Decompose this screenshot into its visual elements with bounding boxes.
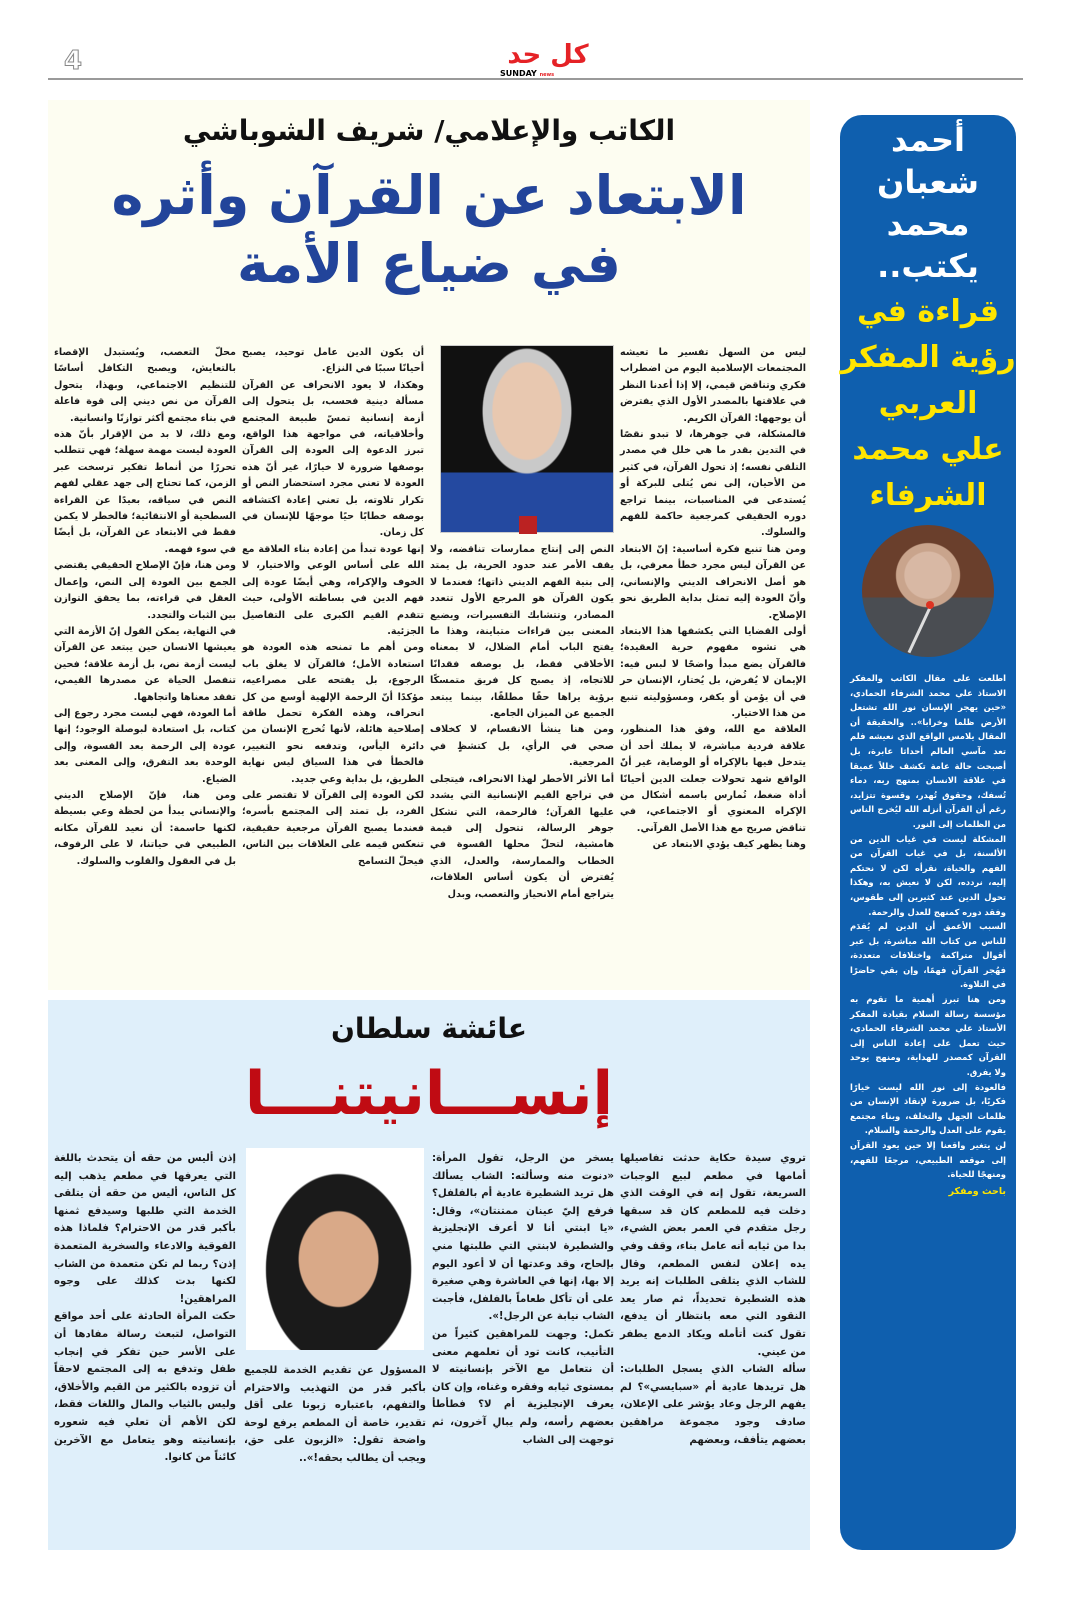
page-number: 4 [64, 46, 83, 76]
sidebar-paragraph: المشكلة ليست في غياب الدين من الألسنة، بل في غياب القرآن من الفهم والحياة، نقرأه لكن لا نحتكم إليه، نردده، لكن لا نعيش به، وهكذا تحول الدين عند كثيرين إلى طقوس، وفقد دوره كمنهج للعدل والرحمة. [850, 833, 1006, 917]
sidebar-author-line: شعبان [877, 163, 979, 201]
article2-headline: إنســـانيتنـــا [244, 1059, 614, 1129]
paragraph: تكمل: وجهت للمراهقين كثيراً من التأنيب، كانت تود أن تعلمهم معنى أن نتعامل مع الآخر بإنسانيته لا بمستوى ثيابه وفقره وغناه، وإن كان يعرف الإنجليزية أم لا؟ فطأطأ بعضهم رأسه، ولم يبالِ آخرون، ثم توجهت إلى الشاب [432, 1328, 614, 1446]
paragraph: المسؤول عن تقديم الخدمة للجميع بأكبر قدر من التهذيب والاحترام والتفهم، باعتباره زبونا على أقل تقدير، خاصة أن المطعم يرفع لوحة واضحة تقول: «الزبون على حق، ويجب أن يطالب بحقه!».. [244, 1365, 426, 1464]
article2-author: عائشة سلطان [330, 1012, 528, 1045]
tie-shape [519, 516, 537, 534]
article2-column-2 [432, 1150, 614, 1449]
paragraph: ومن هنا تنبع فكرة أساسية: إنّ الابتعاد عن القرآن ليس مجرد خطأ معرفي، بل هو أصل الانحراف الديني والإنساني، وأنّ العودة إليه تمثل بداية الطريق نحو الإصلاح. [620, 543, 806, 621]
paragraph: محلّ التعصب، ويُستبدل الإقصاء بالتعايش، ويصبح التكافل أساسًا للتنظيم الاجتماعي، وبهذا، يتحول القرآن من نص ديني إلى قوة فاعلة في بناء مجتمع أكثر توازنًا وانسانية. [54, 347, 236, 424]
paragraph: إذن أليس من حقه أن يتحدث باللغة التي يعرفها في مطعم يذهب إليه كل الناس، أليس من حقه أن يتلقى الخدمة التي طلبها وسيدفع ثمنها بأكبر قدر من الاحترام؟ فلماذا هذه الفوقية والادعاء والسخرية المتعمدة إذن؟ ربما لم تكن متعمدة من الشاب لكنها بدت كذلك على وجوه المراهقين! [54, 1153, 236, 1305]
article2-column-3 [244, 1362, 426, 1468]
article2-column-4 [54, 1150, 236, 1467]
sidebar-title-line: علي محمد [852, 432, 1004, 467]
paragraph: تروي سيدة حكاية حدثت تفاصيلها أمامها في مطعم لبيع الوجبات السريعة، تقول إنه في الوقت الذي دخلت فيه للمطعم كان قد سبقها رجل متقدم في العمر بعض الشيء، بدا من ثيابه أنه عامل بناء، وقف وفي يده إعلان لنفس المطعم، وقال للشاب الذي يتلقى الطلبات إنه يريد هذه الشطيرة تحديداً، ثم صار يعد النقود التي معه بانتظار أن يدفع، تقول كنت أتأمله ويكاد الدمع يطفر من عيني. [620, 1153, 806, 1358]
sidebar-author-line: أحمد [891, 121, 965, 159]
article2-column-1 [620, 1150, 806, 1449]
sidebar-body [840, 657, 1016, 1182]
article1-author: الكاتب والإعلامي/ شريف الشوباشي [182, 114, 676, 147]
article1-column-4 [54, 345, 236, 870]
sidebar-paragraph: فالعودة إلى نور الله ليست خيارًا فكريًا، بل ضرورة لإنقاذ الإنسان من ظلمات الجهل والتخلف، وبناء مجتمع يقوم على العدل والرحمة والسلام. [850, 1081, 1006, 1136]
logo-english [500, 69, 554, 80]
logo-english-text: SUNDAY [500, 69, 537, 78]
paragraph: ليس من السهل تفسير ما تعيشه المجتمعات الإسلامية اليوم من اضطراب فكري وتناقض قيمي، إلا إذا أعدنا النظر في علاقتها بالمصدر الأول الذي يفترض أن يوجهها: القرآن الكريم. [620, 347, 806, 424]
paragraph: ومن هنا ينشأ الانقسام، لا كخلاف صحي في الرأي، بل كتشظٍ في المرجعية. [430, 724, 614, 769]
paragraph: أما العودة، فهي ليست مجرد رجوع إلى كتاب، بل استعادة لبوصلة الوجود؛ إنها عودة إلى الرحمة بعد القسوة، وإلى الوحدة بعد التفرق، وإلى المعنى بعد الضياع. [54, 707, 236, 785]
article1-column-2 [430, 542, 614, 903]
paragraph: وهنا يظهر كيف يؤدي الابتعاد عن [652, 839, 806, 851]
article1-headline [48, 162, 810, 298]
paragraph: ومن هنا، فإنّ الإصلاح الحقيقي يقتضي الجمع بين العودة إلى النص، وإعمال العقل في قراءته، بما يحقق التوازن بين الثبات والتجدد. [54, 560, 236, 621]
article1-headline-line1: الابتعاد عن القرآن وأثره [111, 164, 747, 227]
sidebar-title-line: رؤية المفكر [840, 340, 1016, 375]
paragraph: العلاقة مع الله، وفق هذا المنظور، علاقة فردية مباشرة، لا يملك أحد أن يتدخل فيها بالإكراه أو الوصاية، غير أنّ الواقع شهد تحولات جعلت الدين أحيانًا أداة ضغط، تُمارس باسمه أشكال من الإكراه المعنوي أو الاجتماعي، في تناقض صريح مع هذا الأصل القرآني. [620, 724, 806, 834]
sidebar-paragraph: لن يتغير واقعنا إلا حين يعود القرآن إلى موقعه الطبيعي، مرجعًا للفهم، ومنهجًا للحياة. [850, 1140, 1006, 1180]
article1-author-photo [440, 345, 614, 533]
microphone-icon [908, 607, 932, 654]
page-header [48, 42, 1023, 80]
article1-column-1 [620, 345, 806, 854]
sidebar-paragraph: اطلعت على مقال الكاتب والمفكر الاستاذ علي محمد الشرفاء الحمادي، «حين يهجر الإنسان نور الله تشتعل الأرض ظلما وخرابا».. والحقيقة أن المقال يلامس الواقع الذي نعيشه فلم تعد مآسي العالم أحداثا عابرة، بل أصبحت حالة عامة تكشف خللاً عميقا في علاقة الانسان بمنهج ربه، دماء تُسفك، وحقوق تُهدر، وقسوة تتزايد، رغم أن القرآن أنزله الله ليُخرج الناس من الظلمات إلى النور. [850, 673, 1006, 829]
paragraph: وهكذا، لا يعود الانحراف عن القرآن مسألة دينية فحسب، بل يتحول إلى أزمة إنسانية تمسّ طبيعة المجتمع وأخلاقياته، في مواجهة هذا الواقع، تبرز الدعوة إلى العودة إلى القرآن بوصفها ضرورة لا خيارًا، غير أنّ هذه العودة لا تعني مجرد استحضار النص أو تكرار تلاوته، بل تعني إعادة اكتشافه بوصفه خطابًا حيًا موجهًا للإنسان في كل زمان. [242, 379, 424, 539]
sidebar-author-line: محمد [886, 205, 970, 243]
sidebar-paragraph: ومن هنا تبرز أهمية ما تقوم به مؤسسة رسالة السلام بقيادة المفكر الأستاذ علي محمد الشرفاء الحمادي، حيث تعمل على إعادة الناس إلى القرآن كمصدر للهداية، ومنهج يوحد ولا يفرق. [850, 994, 1006, 1078]
paragraph: أن يكون الدين عامل توحيد، يصبح أحيانًا سببًا في النزاع. [242, 347, 424, 375]
logo-arabic: كل حد [507, 40, 589, 70]
sidebar-portrait-photo [862, 525, 994, 657]
microphone-tip [926, 601, 934, 609]
sidebar-author-line: يكتب.. [877, 247, 979, 285]
paragraph: سأله الشاب الذي يسجل الطلبات: هل تريدها عادية أم «سبايسي»؟ لم يفهم الرجل وعاد يؤشر على الإعلان، صادف وجود مجموعة مراهقين بعضهم يتأفف، وبعضهم [620, 1364, 806, 1446]
paragraph: أولى القضايا التي يكشفها هذا الابتعاد هي تشوه مفهوم حرية العقيدة؛ فالقرآن يضع مبدأ واضحًا لا لبس فيه: الإيمان لا يُفرض، بل يُختار، الإنسان حر في أن يؤمن أو يكفر، ومسؤوليته تنبع من هذا الاختيار. [620, 625, 806, 719]
sidebar-title-line: الشرفاء [869, 478, 987, 513]
newspaper-logo [478, 42, 618, 78]
sidebar-title-line: العربي [878, 386, 978, 421]
paragraph: إنها عودة تبدأ من إعادة بناء العلاقة مع الله على أساس الوعي والاختيار، لا الخوف والإكراه، وهي أيضًا عودة إلى فهم الدين في بساطته الأولى، حيث تتقدم القيم الكبرى على التفاصيل الجزئية. [242, 543, 424, 637]
sidebar-signature: باحث ومفكر [948, 1185, 1006, 1197]
paragraph: ومن أهم ما تمنحه هذه العودة هو استعادة الأمل؛ فالقرآن لا يغلق باب الرجوع، بل يفتحه على مصراعيه، مؤكدًا أنّ الرحمة الإلهية أوسع من كل انحراف، وهذه الفكرة تحمل طاقة إصلاحية هائلة، لأنها تُخرج الإنسان من دائرة اليأس، وتدفعه نحو التغيير، فالخطأ في هذا السياق ليس نهاية الطريق، بل بداية وعي جديد. [242, 642, 424, 785]
article-quran [48, 100, 810, 990]
sidebar-title [840, 289, 1016, 519]
paragraph: لكن العودة إلى القرآن لا تقتصر على الفرد، بل تمتد إلى المجتمع بأسره؛ فعندما يصبح القرآن مرجعية حقيقية، تنعكس قيمه على العلاقات بين الناس، فيحلّ التسامح [242, 789, 424, 867]
logo-news-text: news [539, 72, 555, 78]
sidebar-column [840, 115, 1016, 1550]
paragraph: ومن هنا، فإنّ الإصلاح الديني والإنساني يبدأ من لحظة وعي بسيطة لكنها حاسمة: أن نعيد للقرآن مكانه الطبيعي في حياتنا، لا على الرفوف، بل في العقول والقلوب والسلوك. [54, 789, 236, 867]
article2-author-photo [246, 1148, 424, 1350]
article-insaniyatuna [48, 1000, 810, 1550]
paragraph: حكت المرأة الحادثة على أحد مواقع التواصل، لتبعث رسالة مفادها أن على الأسر حين تفكر في إنجاب طفل وتدفع به إلى المجتمع لاحقاً أن تزوده بالكثير من القيم والأخلاق، وليس بالثياب والمال واللغات فقط، لكن الأهم أن تعلي فيه شعوره بإنسانيته وهو يتعامل مع الآخرين كائناً من كانوا. [54, 1311, 236, 1464]
paragraph: أما الأثر الأخطر لهذا الانحراف، فيتجلى في تراجع القيم الإنسانية التي يشدد عليها القرآن؛ فالرحمة، التي تشكل جوهر الرسالة، تتحول إلى قيمة هامشية، لتحلّ محلها القسوة في الخطاب والممارسة، والعدل، الذي يُفترض أن يكون أساس العلاقات، يتراجع أمام الانحياز والتعصب، وبدل [430, 773, 614, 900]
paragraph: ومع ذلك، لا بد من الإقرار بأنّ هذه العودة ليست مهمة سهلة؛ فهي تتطلب تحررًا من أنماط تفكير ترسخت عبر الزمن، كما تحتاج إلى جهد عقلي لفهم النص في سياقه، بعيدًا عن القراءة السطحية أو الانتقائية؛ فالخطر لا يكمن فقط في الابتعاد عن القرآن، بل أيضًا في سوء فهمه. [54, 429, 236, 555]
article1-headline-line2: في ضياع الأمة [237, 232, 621, 295]
sidebar-title-line: قراءة في [856, 294, 1000, 329]
paragraph: في النهاية، يمكن القول إنّ الأزمة التي يعيشها الانسان حين يبتعد عن القرآن ليست أزمة نص، بل أزمة علاقة؛ فحين تنفصل الحياة عن مصدرها القيمي، تفقد معناها واتجاهها. [54, 625, 236, 703]
article1-column-3 [242, 345, 424, 870]
sidebar-author [840, 115, 1016, 287]
paragraph: فالمشكلة، في جوهرها، لا تبدو نقصًا في التدين بقدر ما هي خلل في مصدر التلقي نفسه؛ إذ تحول القرآن، في كثير من الأحيان، إلى نص يُتلى للبركة أو يُستدعى في المناسبات، بينما تراجع دوره الحقيقي كمرجعية حاكمة للفهم والسلوك. [620, 429, 806, 539]
paragraph: يسخر من الرجل، تقول المرأة: «دنوت منه وسألته: الشاب يسألك هل تريد الشطيرة عادية أم بالفلفل؟ فرفع إليّ عينان ممتنتان»، وقال: «يا ابنتي أنا لا أعرف الإنجليزية والشطيرة لابنتي التي طلبتها مني بإلحاح، وقد وعدتها أن لا أعود اليوم إلا بها، إنها في العاشرة وهي صغيرة على أن تأكل طعاماً بالفلفل، فأجبت الشاب نيابة عن الرجل!». [432, 1153, 614, 1323]
paragraph: النص إلى إنتاج ممارسات تناقضه، ولا يقف الأمر عند حدود الحرية، بل يمتد إلى بنية الفهم الديني ذاتها؛ فعندما لا يكون القرآن هو المرجع الأول تتعدد المصادر، وتتشابك التفسيرات، ويضيع المعنى بين قراءات متباينة، وهذا ما يفتح الباب أمام الضلال، لا بمعناه الأخلاقي فقط، بل بوصفه فقدانًا للاتجاه، إذ يصبح كل فريق متمسكًا برؤية يراها حقًا مطلقًا، بينما يبتعد الجميع عن الميزان الجامع. [430, 544, 614, 720]
sidebar-paragraph: السبب الأعمق أن الدين لم يُقدَم للناس من كتاب الله مباشرة، بل عبر أقوال متراكمة واختلافات متعددة، فهُجر القرآن فهمًا، وإن بقي حاضرًا في التلاوة. [850, 921, 1006, 990]
